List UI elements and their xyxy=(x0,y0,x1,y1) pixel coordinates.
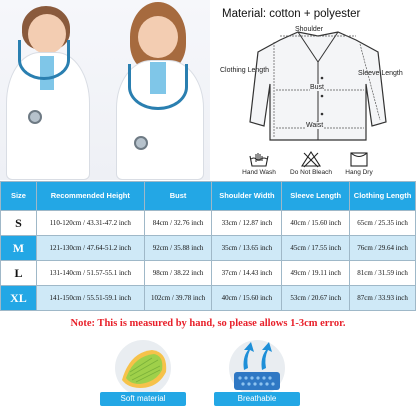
no-bleach-icon xyxy=(300,150,322,168)
header-height: Recommended Height xyxy=(36,182,144,211)
sleeve-cell: 40cm / 15.60 inch xyxy=(282,211,350,236)
shoulder-cell: 35cm / 13.65 inch xyxy=(212,236,282,261)
bust-cell: 92cm / 35.88 inch xyxy=(144,236,212,261)
sleeve-length-label: Sleeve Length xyxy=(358,70,403,77)
table-row xyxy=(1,236,416,261)
waist-label: Waist xyxy=(306,122,324,129)
length-cell: 76cm / 29.64 inch xyxy=(350,236,416,261)
length-cell: 65cm / 25.35 inch xyxy=(350,211,416,236)
table-row xyxy=(1,286,416,311)
hand-wash-label: Hand Wash xyxy=(242,169,276,176)
header-shoulder: Shoulder Width xyxy=(212,182,282,211)
soft-material-badge: Soft material xyxy=(100,392,186,406)
child-model-right xyxy=(108,0,210,180)
product-photo xyxy=(0,0,210,180)
table-row xyxy=(1,261,416,286)
length-cell: 81cm / 31.59 inch xyxy=(350,261,416,286)
length-cell: 87cm / 33.93 inch xyxy=(350,286,416,311)
bust-cell: 84cm / 32.76 inch xyxy=(144,211,212,236)
bust-label: Bust xyxy=(310,84,325,91)
bust-cell: 98cm / 38.22 inch xyxy=(144,261,212,286)
care-no-bleach xyxy=(288,150,334,176)
size-chart-table xyxy=(0,181,416,311)
no-bleach-label: Do Not Bleach xyxy=(290,169,332,176)
size-cell: L xyxy=(1,261,37,286)
hand-wash-icon xyxy=(248,150,270,168)
care-hand-wash xyxy=(236,150,282,176)
sleeve-cell: 53cm / 20.67 inch xyxy=(282,286,350,311)
header-sleeve: Sleeve Length xyxy=(282,182,350,211)
table-row xyxy=(1,211,416,236)
header-size: Size xyxy=(1,182,37,211)
shoulder-cell: 37cm / 14.43 inch xyxy=(212,261,282,286)
height-cell: 131-140cm / 51.57-55.1 inch xyxy=(36,261,144,286)
hang-dry-label: Hang Dry xyxy=(345,169,373,176)
hang-dry-icon xyxy=(348,150,370,168)
sleeve-cell: 49cm / 19.11 inch xyxy=(282,261,350,286)
sleeve-cell: 45cm / 17.55 inch xyxy=(282,236,350,261)
height-cell: 110-120cm / 43.31-47.2 inch xyxy=(36,211,144,236)
shoulder-label: Shoulder xyxy=(295,26,324,33)
material-label: Material: cotton + polyester xyxy=(222,8,361,20)
shoulder-cell: 33cm / 12.87 inch xyxy=(212,211,282,236)
shoulder-cell: 40cm / 15.60 inch xyxy=(212,286,282,311)
height-cell: 141-150cm / 55.51-59.1 inch xyxy=(36,286,144,311)
measurement-note: Note: This is measured by hand, so please allows 1-3cm error. xyxy=(70,318,346,329)
height-cell: 121-130cm / 47.64-51.2 inch xyxy=(36,236,144,261)
child-model-left xyxy=(0,0,110,180)
table-header-row xyxy=(1,182,416,211)
size-cell: S xyxy=(1,211,37,236)
header-bust: Bust xyxy=(144,182,212,211)
care-hang-dry xyxy=(336,150,382,176)
feature-breathable xyxy=(214,338,300,412)
clothing-length-label: Clothing Length xyxy=(220,67,270,74)
header-clothing-length: Clothing Length xyxy=(350,182,416,211)
bust-cell: 102cm / 39.78 inch xyxy=(144,286,212,311)
breathable-badge: Breathable xyxy=(214,392,300,406)
breathable-fabric-icon xyxy=(214,338,300,400)
feature-soft-material xyxy=(100,338,186,412)
soft-fabric-icon xyxy=(100,338,186,400)
size-cell: XL xyxy=(1,286,37,311)
size-cell: M xyxy=(1,236,37,261)
